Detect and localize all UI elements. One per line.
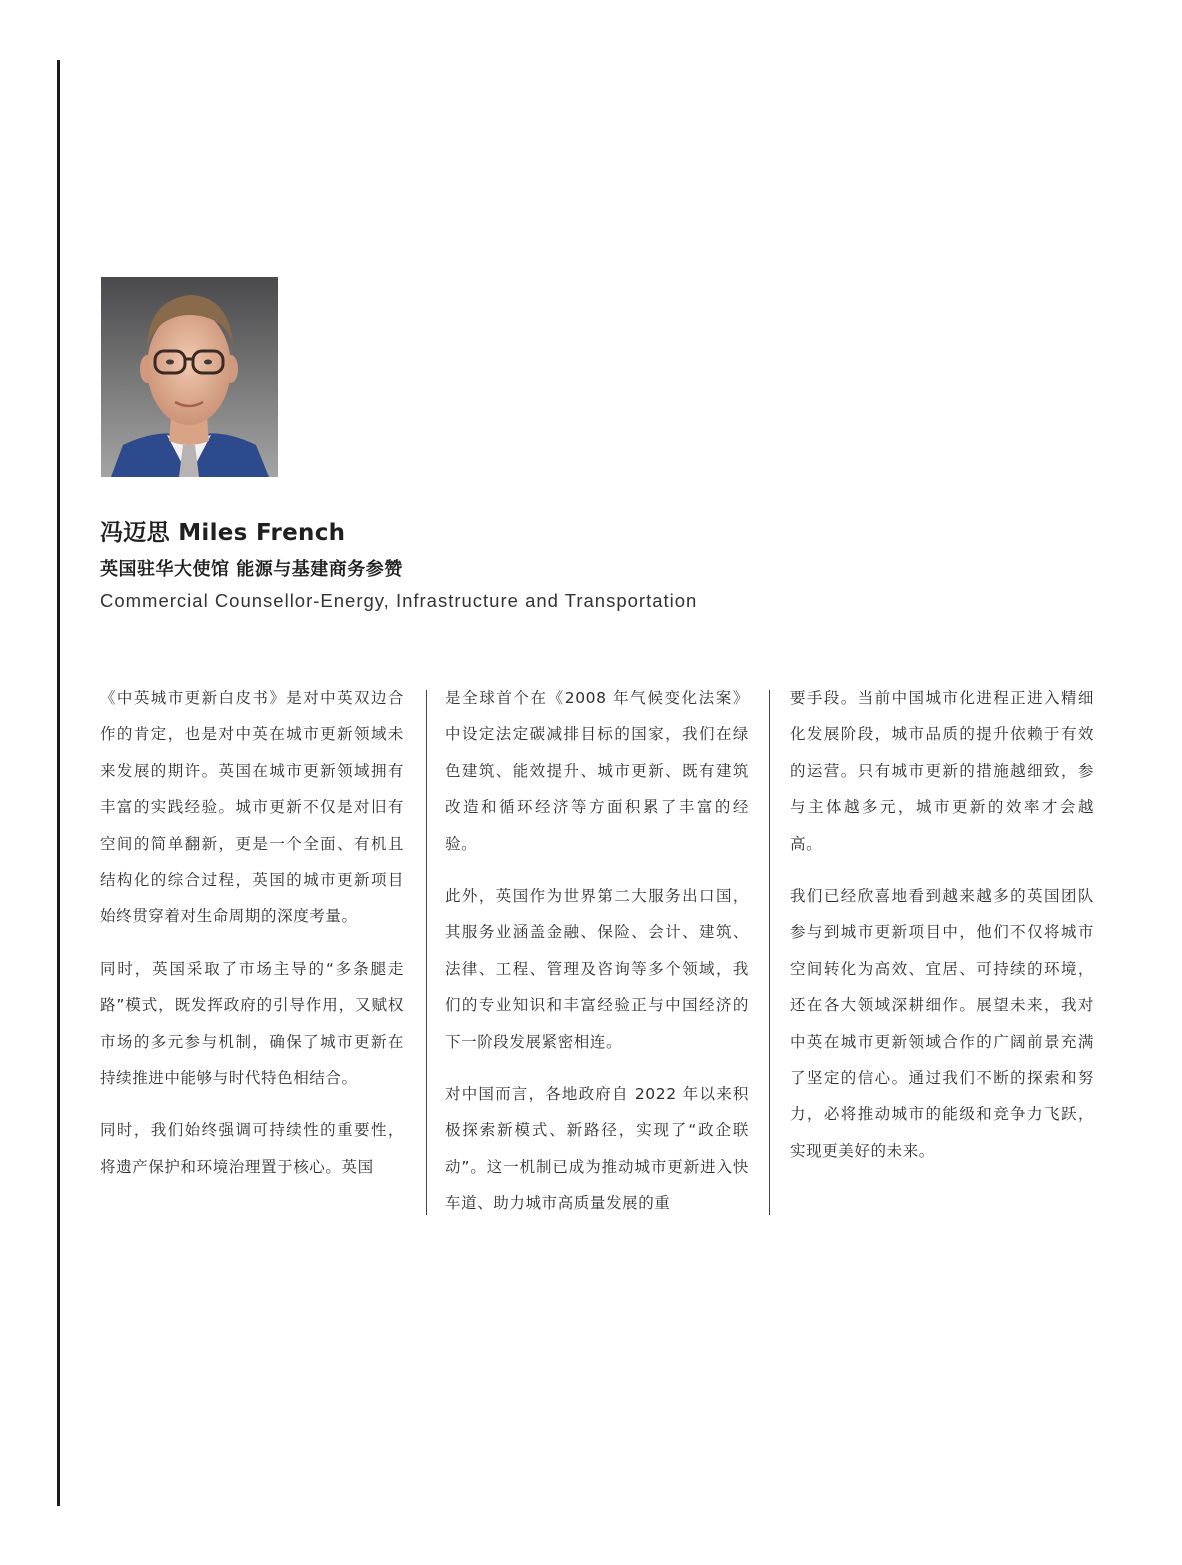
paragraph: 我们已经欣喜地看到越来越多的英国团队参与到城市更新项目中，他们不仅将城市空间转化为高效、宜居、可持续的环境，还在各大领域深耕细作。展望未来，我对中英在城市更新领域合作的广阔前景充满了坚定的信心。通过我们不断的探索和努力，必将推动城市的能级和竞争力飞跃，实现更美好的未来。: [790, 887, 1094, 1160]
column-divider: [426, 690, 427, 1215]
text-column-3: [790, 680, 1094, 1185]
paragraph: 要手段。当前中国城市化进程正进入精细化发展阶段，城市品质的提升依赖于有效的运营。只有城市更新的措施越细致，参与主体越多元，城市更新的效率才会越高。: [790, 689, 1094, 853]
portrait-photo: [101, 277, 278, 477]
person-portrait-icon: [101, 277, 278, 477]
text-column-2: [445, 680, 749, 1238]
person-title-en: Commercial Counsellor-Energy, Infrastructure and Transportation: [100, 590, 698, 611]
column-divider: [769, 690, 770, 1215]
paragraph: 同时，我们始终强调可持续性的重要性，将遗产保护和环境治理置于核心。英国: [100, 1121, 404, 1176]
paragraph: 是全球首个在《2008 年气候变化法案》中设定法定碳减排目标的国家，我们在绿色建筑、能效提升、城市更新、既有建筑改造和循环经济等方面积累了丰富的经验。: [445, 689, 749, 853]
text-column-1: [100, 680, 404, 1201]
paragraph: 同时，英国采取了市场主导的“多条腿走路”模式，既发挥政府的引导作用，又赋权市场的多元参与机制，确保了城市更新在持续推进中能够与时代特色相结合。: [100, 959, 404, 1088]
paragraph: 此外，英国作为世界第二大服务出口国，其服务业涵盖金融、保险、会计、建筑、法律、工程、管理及咨询等多个领域，我们的专业知识和丰富经验正与中国经济的下一阶段发展紧密相连。: [445, 887, 749, 1051]
paragraph: 对中国而言，各地政府自 2022 年以来积极探索新模式、新路径，实现了“政企联动”。这一机制已成为推动城市更新进入快车道、助力城市高质量发展的重: [445, 1085, 749, 1213]
person-name: 冯迈思 Miles French: [100, 520, 346, 546]
paragraph: 《中英城市更新白皮书》是对中英双边合作的肯定，也是对中英在城市更新领域未来发展的期许。英国在城市更新领域拥有丰富的实践经验。城市更新不仅是对旧有空间的简单翻新，更是一个全面、有机且结构化的综合过程，英国的城市更新项目始终贯穿着对生命周期的深度考量。: [100, 689, 404, 926]
person-title-cn: 英国驻华大使馆 能源与基建商务参赞: [100, 559, 403, 580]
left-margin-rule: [57, 60, 60, 1506]
